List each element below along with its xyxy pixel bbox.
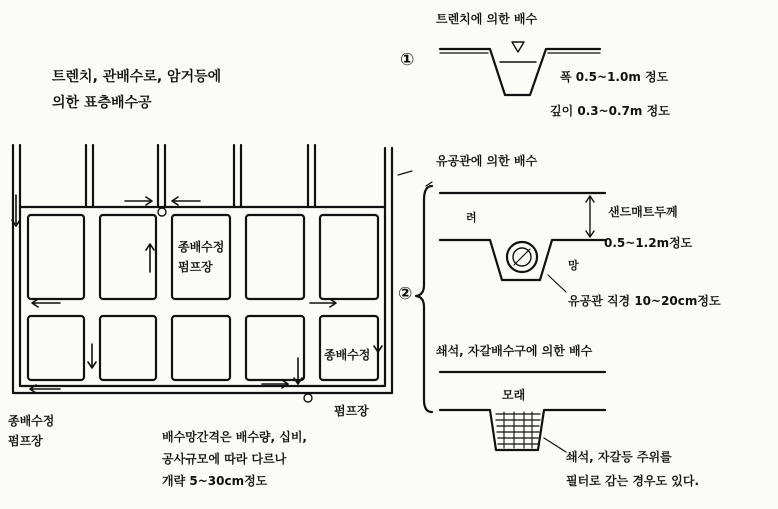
section-2-brace — [416, 186, 432, 412]
gravel-fill — [504, 412, 532, 448]
grid-cell — [172, 215, 230, 299]
grid-cell — [320, 215, 378, 299]
trench-title: 트렌치에 의한 배수 — [436, 12, 538, 26]
marker-2: ② — [398, 284, 413, 304]
bottom-right-pump-label: 종배수정 — [324, 348, 371, 362]
water-level-marker-icon — [512, 42, 524, 52]
sand-mat-label: 샌드매트두께 — [608, 205, 678, 219]
filter-note-line-2: 필터로 감는 경우도 있다. — [566, 474, 700, 488]
pump-point — [158, 208, 166, 216]
center-pump-label: 종배수정 — [178, 240, 225, 254]
flow-arrow-down — [294, 358, 302, 384]
grid-cell — [246, 215, 304, 299]
bottom-left-pump-sub-label: 펌프장 — [8, 434, 43, 448]
top-channel-4 — [308, 145, 315, 207]
pipe-trench-profile — [440, 240, 605, 280]
left-title-line-2: 의한 표층배수공 — [52, 95, 152, 111]
grid-cell — [100, 316, 156, 380]
top-channel-1 — [86, 145, 93, 207]
bottom-left-pump-label: 종배수정 — [8, 414, 55, 428]
grid-cell — [28, 215, 84, 299]
grid-cell — [246, 316, 304, 380]
tick-mark — [398, 171, 412, 175]
flow-arrows — [12, 195, 382, 393]
pipe-mark — [514, 249, 530, 265]
grid-cell — [172, 316, 230, 380]
gravel-drain-section — [440, 372, 605, 452]
grid-cell — [28, 316, 84, 380]
trench-depth: 깊이 0.3~0.7m 정도 — [550, 104, 670, 118]
sand-mat-value: 0.5~1.2m정도 — [604, 236, 693, 250]
flow-arrow-right — [310, 299, 336, 307]
sand-label: 모래 — [502, 388, 526, 402]
pipe-ground-label: 려 — [466, 211, 477, 224]
pipe-title: 유공관에 의한 배수 — [436, 154, 538, 168]
trench-width: 폭 0.5~1.0m 정도 — [560, 70, 669, 84]
flow-arrow-down — [88, 344, 96, 368]
bottom-right-pump-sub-label: 펌프장 — [334, 404, 369, 418]
flow-arrow-up — [146, 244, 154, 272]
center-pump-sub-label: 펌프장 — [178, 260, 213, 274]
thickness-dimension — [586, 196, 594, 237]
spacing-note-line-1: 배수망간격은 배수량, 십비, — [162, 430, 307, 444]
gravel-title: 쇄석, 자갈배수구에 의한 배수 — [436, 344, 593, 358]
flow-arrow-down-right — [374, 326, 382, 352]
left-title-line-1: 트렌치, 관배수로, 암거등에 — [52, 69, 222, 85]
spacing-note-line-3: 개략 5~30cm정도 — [162, 474, 268, 488]
top-channel-2 — [158, 145, 165, 207]
grid-cell — [100, 215, 156, 299]
pipe-diameter: 유공관 직경 10~20cm정도 — [568, 294, 721, 308]
pump-point — [304, 394, 312, 402]
perforated-pipe-section — [440, 193, 605, 292]
leader-line — [544, 438, 566, 452]
marker-1: ① — [400, 50, 415, 70]
pipe-bundle-label: 망 — [568, 259, 579, 272]
filter-note-line-1: 쇄석, 자갈등 주위를 — [566, 450, 672, 464]
top-channel-3 — [234, 145, 241, 207]
leader-line — [548, 275, 566, 292]
flow-arrow-left — [172, 197, 200, 205]
spacing-note-line-2: 공사규모에 따라 다르나 — [162, 452, 287, 466]
flow-arrow-right — [125, 197, 152, 205]
flow-arrow-left — [32, 299, 60, 307]
gravel-fill — [496, 414, 540, 444]
